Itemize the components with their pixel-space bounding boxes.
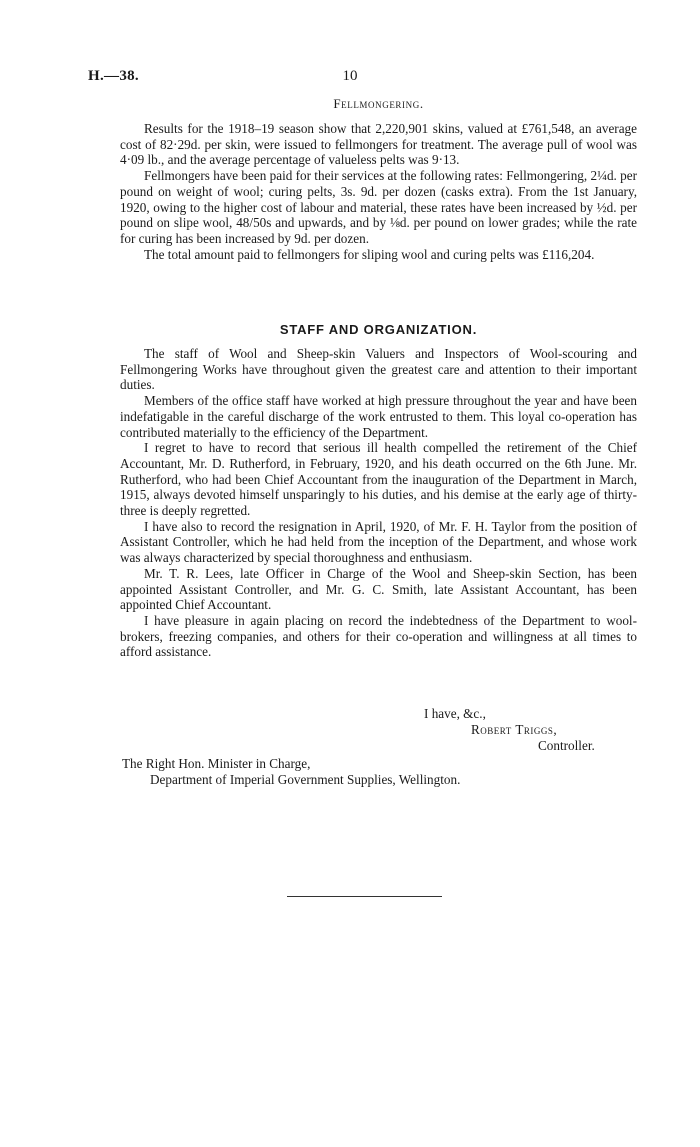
fellmongering-paragraph-1: Results for the 1918–19 season show that 2,220,901 skins, valued at £761,548, an average cost of 82·29d. per skin, were issued to fellmongers for treatment. The average pull of wool was 4·09 lb., and the average percentage of valueless pelts was 9·13. <box>120 121 637 168</box>
fellmongering-paragraph-3: The total amount paid to fellmongers for sliping wool and curing pelts was £116,204. <box>144 246 595 262</box>
staff-heading: STAFF AND ORGANIZATION. <box>279 322 478 337</box>
end-rule <box>287 896 442 897</box>
report-reference: H.—38. <box>88 68 139 84</box>
staff-body <box>120 346 637 660</box>
page-number: 10 <box>342 68 358 84</box>
signature-closing: I have, &c., <box>424 706 486 721</box>
staff-paragraph-1: The staff of Wool and Sheep-skin Valuers and Inspectors of Wool-scouring and Fellmongering Works have throughout given the greatest care and attention to their important duties. <box>120 346 637 393</box>
fellmongering-paragraph-2: Fellmongers have been paid for their services at the following rates: Fellmongering, 2¼d. per pound on weight of wool; curing pelts, 3s. 9d. per dozen (casks extra). From the 1st January, 1920, owing to the higher cost of labour and material, these rates have been increased by ½d. per pound on slipe wool, 48/50s and upwards, and by ⅛d. per pound on lower grades; while the rate for curing has been increased by 9d. per dozen. <box>120 168 637 246</box>
fellmongering-heading: Fellmongering. <box>333 96 424 111</box>
staff-paragraph-3: I regret to have to record that serious ill health compelled the retirement of the Chief Accountant, Mr. D. Rutherford, in February, 1920, and his death occurred on the 6th June. Mr. Rutherford, who had been Chief Accountant from the inauguration of the Department in March, 1915, always devoted himself unsparingly to his duties, and his demise at the early age of thirty-three is deeply regretted. <box>120 440 637 519</box>
staff-paragraph-5: Mr. T. R. Lees, late Officer in Charge of the Wool and Sheep-skin Section, has been appointed Assistant Controller, and Mr. G. C. Smith, late Assistant Accountant, has been appointed Chief Accountant. <box>120 565 637 613</box>
addressee-line-2: Department of Imperial Government Supplies, Wellington. <box>150 772 461 787</box>
staff-paragraph-2: Members of the office staff have worked at high pressure throughout the year and have been indefatigable in the careful discharge of the work entrusted to them. This loyal co-operation has contributed materially to the efficiency of the Department. <box>120 393 637 440</box>
signature-name: Robert Triggs, <box>471 722 558 737</box>
staff-heading-block <box>120 322 637 337</box>
signature-title: Controller. <box>538 738 595 753</box>
addressee-line-1: The Right Hon. Minister in Charge, <box>122 756 311 771</box>
staff-paragraph-6: I have pleasure in again placing on record the indebtedness of the Department to wool-brokers, freezing companies, and others for their co-operation and willingness at all times to afford assistance. <box>120 612 637 660</box>
fellmongering-section <box>120 96 637 112</box>
fellmongering-body <box>120 121 637 262</box>
staff-paragraph-4: I have also to record the resignation in April, 1920, of Mr. F. H. Taylor from the position of Assistant Controller, which he had held from the inception of the Department, and whose work was always characterized by special thoroughness and enthusiasm. <box>120 518 637 566</box>
